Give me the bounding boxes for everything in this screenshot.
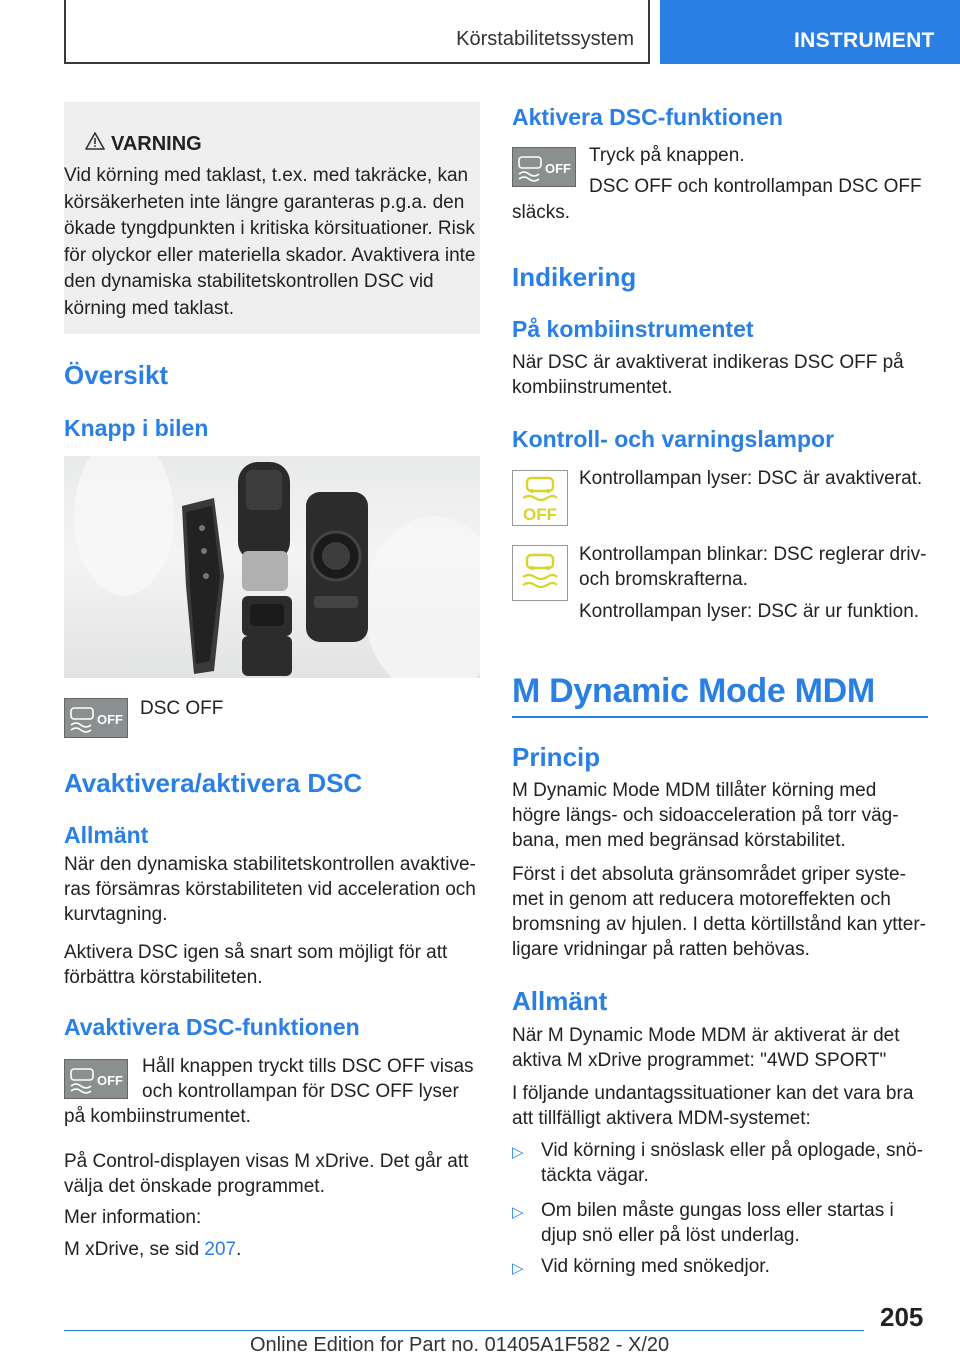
svg-text:OFF: OFF xyxy=(523,505,557,524)
paragraph-allmant-2: Aktivera DSC igen så snart som möjligt för att förbättra körstabiliteten. xyxy=(64,942,448,988)
paragraph-lamp-blinkar: Kontrollampan blinkar: DSC reglerar driv- och bromskrafterna. xyxy=(579,544,927,590)
heading-underline-rule xyxy=(512,716,928,718)
heading-knapp-i-bilen: Knapp i bilen xyxy=(64,415,209,441)
page-number: 205 xyxy=(880,1302,924,1332)
bullet-marker: ▷ xyxy=(512,1144,524,1161)
paragraph-control-display: På Control-displayen visas M xDrive. Det går att välja det önskade programmet. xyxy=(64,1151,469,1197)
bullet-marker: ▷ xyxy=(512,1204,524,1221)
paragraph-hall-knappen-2: på kombiinstrumentet. xyxy=(64,1106,251,1127)
header-chapter-title: INSTRUMENT xyxy=(794,29,935,52)
header-section-box xyxy=(64,0,650,64)
heading-pa-kombiinstrumentet: På kombiinstrumentet xyxy=(512,316,754,342)
console-illustration xyxy=(64,456,480,678)
paragraph-princip-2: Först i det absoluta gränsområdet griper systemet in genom att reducera motoreffekten och bromsning av hjulen. I detta körtillstånd kan ytterligare vridningar på ratten behövas. xyxy=(512,864,926,960)
paragraph-slacks-1: DSC OFF och kontrollampan DSC OFF xyxy=(589,176,922,197)
paragraph-lamp-ur-funktion: Kontrollampan lyser: DSC är ur funktion. xyxy=(579,601,920,622)
header-section-title: Körstabilitetssystem xyxy=(456,28,634,50)
bullet-item: Vid körning med snökedjor. xyxy=(541,1256,770,1277)
svg-text:OFF: OFF xyxy=(97,712,123,727)
heading-oversikt: Översikt xyxy=(64,360,169,390)
warning-title: VARNING xyxy=(111,133,202,155)
warning-triangle-icon xyxy=(85,132,105,150)
dsc-off-button-icon-2 xyxy=(64,1059,128,1099)
paragraph-tryck-knappen: Tryck på knappen. xyxy=(589,145,745,166)
paragraph-kombi: När DSC är avaktiverat indikeras DSC OFF på kombiinstrumentet. xyxy=(512,352,904,398)
paragraph-allmant-right-2: I följande undantagssituationer kan det vara bra att tillfälligt aktivera MDM-systemet: xyxy=(512,1083,914,1129)
heading-allmant-left: Allmänt xyxy=(64,822,149,848)
paragraph-xdrive-reference: M xDrive, se sid 207. xyxy=(64,1239,242,1260)
heading-princip: Princip xyxy=(512,742,601,772)
heading-allmant-right: Allmänt xyxy=(512,986,608,1016)
paragraph-lamp-avaktiverat: Kontrollampan lyser: DSC är avaktiverat. xyxy=(579,468,923,489)
paragraph-allmant-1: När den dynamiska stabilitetskontrollen avaktiveras försämras körstabiliteten vid acceleration och kurvtagning. xyxy=(64,854,476,925)
paragraph-mer-information: Mer information: xyxy=(64,1207,202,1228)
svg-text:OFF: OFF xyxy=(545,161,571,176)
page-link-207[interactable]: 207 xyxy=(204,1239,237,1260)
warning-text: Vid körning med taklast, t.ex. med takräcke, kan körsäkerheten inte längre garanteras p.g.a. den ökade tyngdpunkten i kritiska körsituationer. Risk för olyckor eller materiella skador. Avaktivera inte den dynamiska stabilitetskontrollen DSC vid körning med taklast. xyxy=(64,165,476,319)
bullet-marker: ▷ xyxy=(512,1260,524,1277)
heading-avaktivera-funktionen: Avaktivera DSC-funktionen xyxy=(64,1014,360,1040)
dsc-off-lamp-icon xyxy=(512,470,568,526)
svg-text:OFF: OFF xyxy=(97,1073,123,1088)
footer-rule xyxy=(64,1330,864,1331)
bullet-item: Vid körning i snöslask eller på oplogade, snötäckta vägar. xyxy=(541,1140,923,1186)
paragraph-princip-1: M Dynamic Mode MDM tillåter körning med högre längs- och sidoacceleration på torr vägbana, men med begränsad körstabilitet. xyxy=(512,780,899,851)
paragraph-hall-knappen: Håll knappen tryckt tills DSC OFF visas och kontrollampan för DSC OFF lyser xyxy=(142,1056,474,1102)
footer-edition: Online Edition for Part no. 01405A1F582 - X/20 xyxy=(250,1334,670,1356)
dsc-off-button-icon xyxy=(64,698,128,738)
heading-indikering: Indikering xyxy=(512,262,637,292)
photo-caption-dsc-off: DSC OFF xyxy=(140,698,224,719)
heading-aktivera-funktionen: Aktivera DSC-funktionen xyxy=(512,104,783,130)
bullet-item: Om bilen måste gungas loss eller startas i djup snö eller på löst underlag. xyxy=(541,1200,894,1246)
dsc-warning-lamp-icon xyxy=(512,545,568,601)
dsc-off-button-icon-3 xyxy=(512,147,576,187)
paragraph-allmant-right-1: När M Dynamic Mode MDM är aktiverat är det aktiva M xDrive programmet: "4WD SPORT" xyxy=(512,1025,900,1071)
header-chapter-tab[interactable] xyxy=(660,0,960,64)
paragraph-slacks-2: släcks. xyxy=(512,202,571,223)
heading-m-dynamic-mode: M Dynamic Mode MDM xyxy=(512,672,875,710)
heading-kontroll-varningslampor: Kontroll- och varningslampor xyxy=(512,426,835,452)
car-console-photo xyxy=(64,456,480,678)
heading-avaktivera-aktivera: Avaktivera/aktivera DSC xyxy=(64,768,363,798)
